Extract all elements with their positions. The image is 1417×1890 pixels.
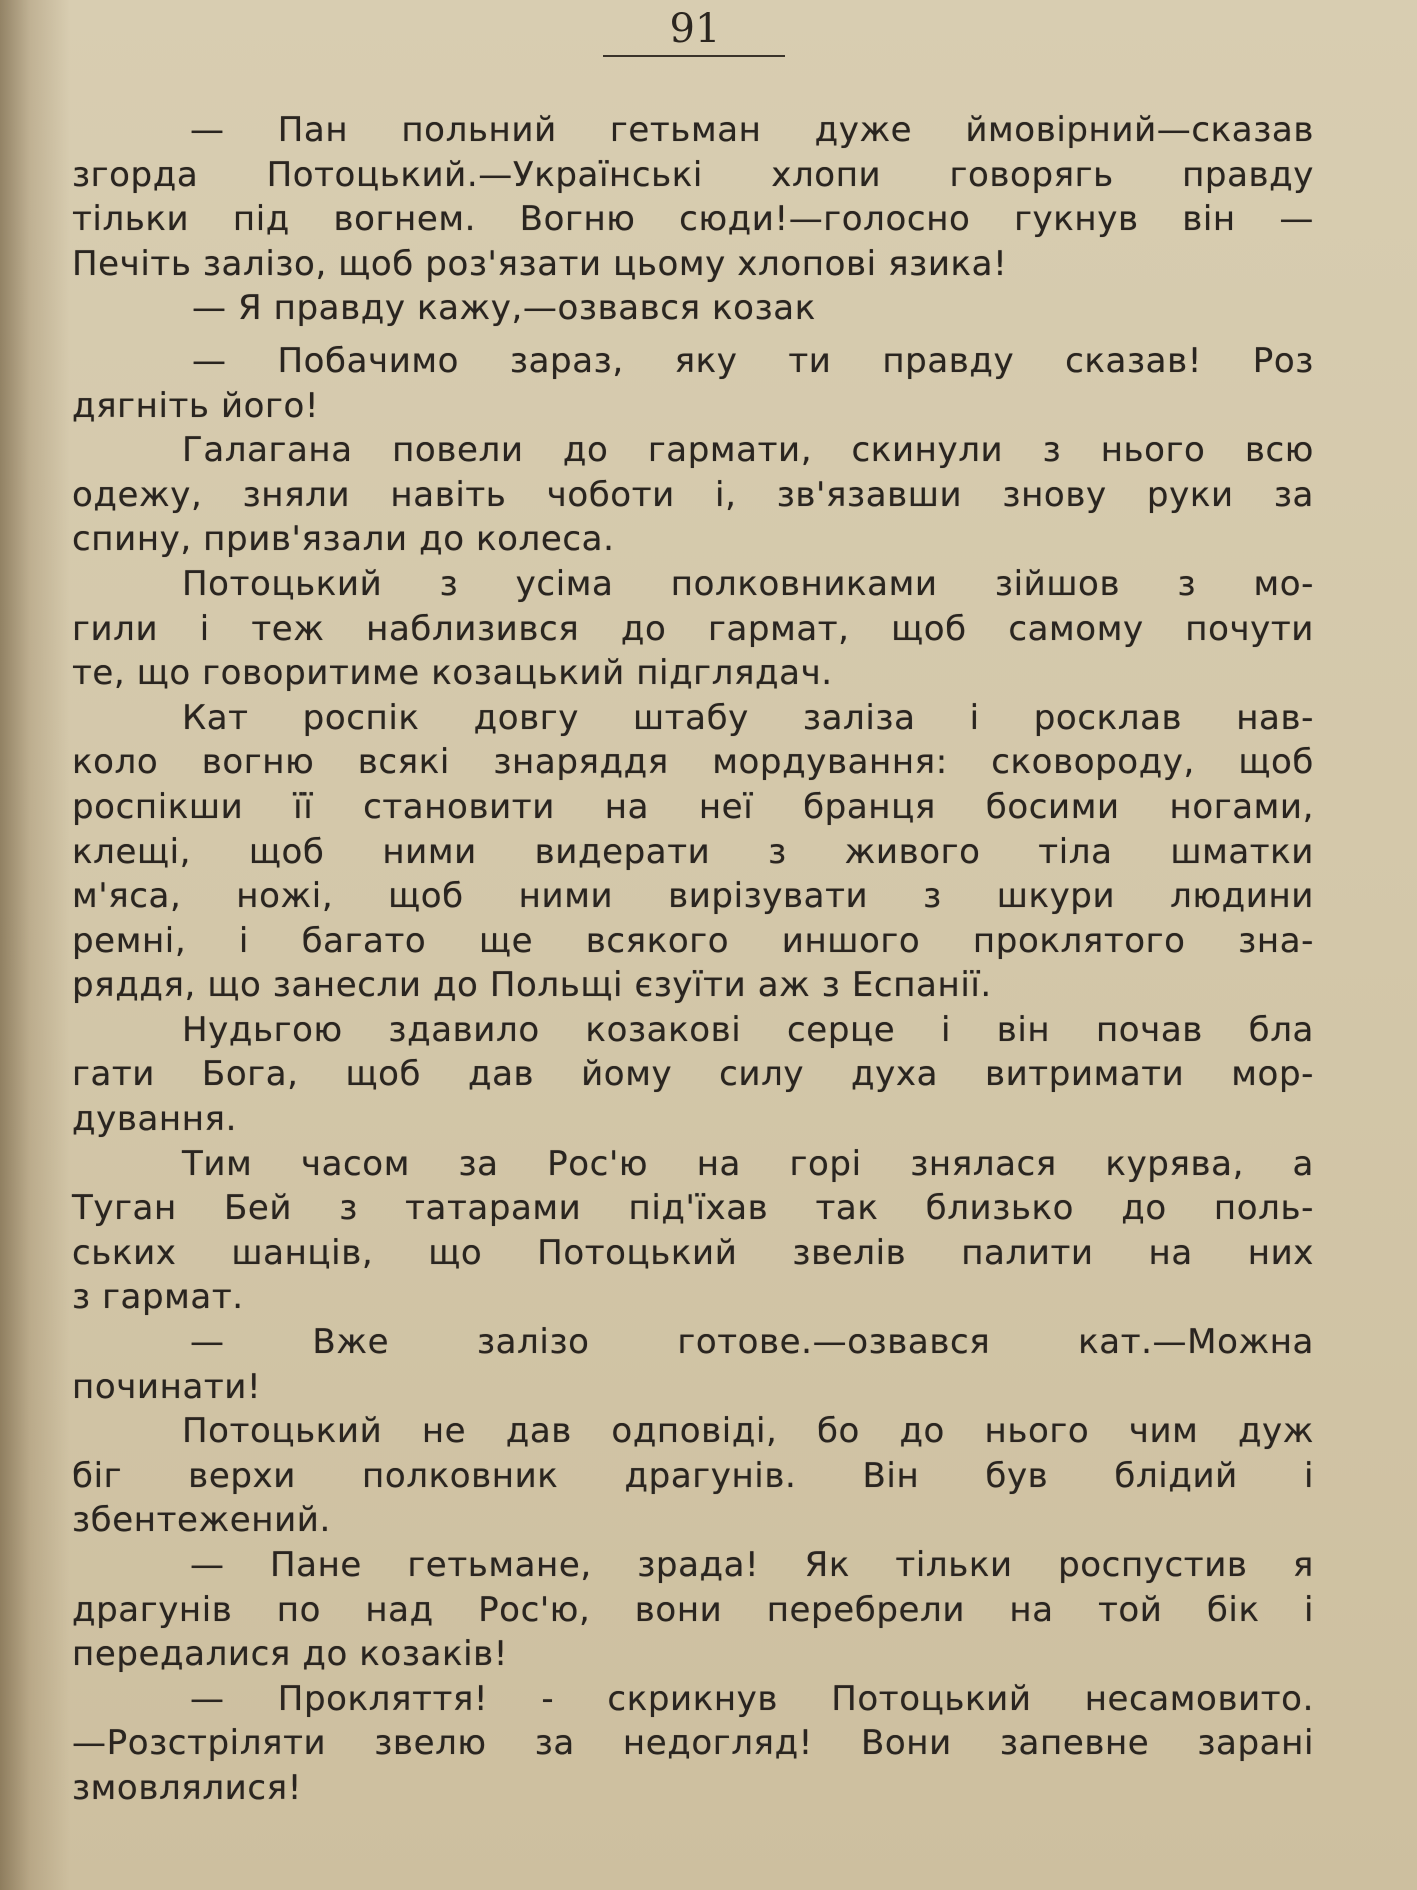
text-line: — Побачимо зараз, яку ти правду сказав! Роз [192, 340, 1314, 381]
text-line: змовлялися! [72, 1767, 302, 1808]
text-line: починати! [72, 1366, 262, 1407]
text-line: ряддя, що занесли до Польщі єзуїти аж з Еспанії. [72, 965, 992, 1006]
text-line: Кат роспік довгу штабу заліза і росклав нав- [182, 697, 1314, 738]
text-line: з гармат. [72, 1277, 244, 1318]
text-line: гати Бога, щоб дав йому силу духа витримати мор- [72, 1054, 1314, 1095]
header-rule [603, 55, 785, 57]
text-line: спину, прив'язали до колеса. [72, 519, 615, 560]
text-line: Галагана повели до гармати, скинули з нього всю [182, 430, 1314, 471]
text-line: —Розстріляти звелю за недогляд! Вони запевне зарані [72, 1723, 1314, 1764]
text-line: — Пан польний гетьман дуже ймовірний—сказав [190, 110, 1314, 150]
text-line: роспікши її становити на неї бранця босими ногами, [72, 786, 1314, 827]
text-line: біг верхи полковник драгунів. Він був блідий і [72, 1455, 1314, 1496]
text-line: Потоцький з усіма полковниками зійшов з мо- [182, 563, 1314, 604]
text-line: передалися до козаків! [72, 1634, 508, 1675]
text-line: Печіть залізо, щоб роз'язати цьому хлопові язика! [72, 243, 1008, 284]
text-line: одежу, зняли навіть чоботи і, зв'язавши знову руки за [72, 474, 1314, 515]
text-line: дування. [72, 1099, 238, 1140]
text-line: тільки під вогнем. Вогню сюди!—голосно гукнув він — [72, 199, 1314, 240]
text-line: дягніть його! [72, 385, 320, 426]
text-line: Нудьгою здавило козакові серце і він почав бла [182, 1009, 1314, 1050]
text-line: збентежений. [72, 1500, 331, 1541]
text-line: гили і теж наблизився до гармат, щоб самому почути [72, 608, 1314, 649]
text-line: Туган Бей з татарами під'їхав так близько до поль- [72, 1188, 1314, 1229]
text-line: — Я правду кажу,—озвався козак [192, 288, 816, 329]
text-line: те, що говоритиме козацький підглядач. [72, 653, 833, 694]
text-line: Тим часом за Рос'ю на горі знялася курява, а [182, 1143, 1314, 1184]
text-line: — Пане гетьмане, зрада! Як тільки роспустив я [190, 1545, 1314, 1585]
text-line: клещі, щоб ними видерати з живого тіла шматки [72, 831, 1314, 872]
text-line: — Прокляття! - скрикнув Потоцький несамовито. [190, 1678, 1314, 1719]
text-line: драгунів по над Рос'ю, вони перебрели на той бік і [72, 1589, 1314, 1630]
text-line: м'яса, ножі, щоб ними вирізувати з шкури людини [72, 876, 1314, 917]
text-line: ремні, і багато ще всякого иншого проклятого зна- [72, 920, 1314, 961]
text-line: згорда Потоцький.—Українські хлопи говорягь правду [72, 154, 1314, 195]
text-line: Потоцький не дав одповіді, бо до нього чим дуж [182, 1411, 1314, 1452]
text-line: — Вже залізо готове.—озвався кат.—Можна [190, 1322, 1314, 1363]
text-line: ських шанців, що Потоцький звелів палити на них [72, 1232, 1314, 1273]
page-number: 91 [669, 6, 721, 52]
text-line: коло вогню всякі знаряддя мордування: сковороду, щоб [72, 742, 1314, 783]
page-body-text [72, 108, 1314, 1811]
